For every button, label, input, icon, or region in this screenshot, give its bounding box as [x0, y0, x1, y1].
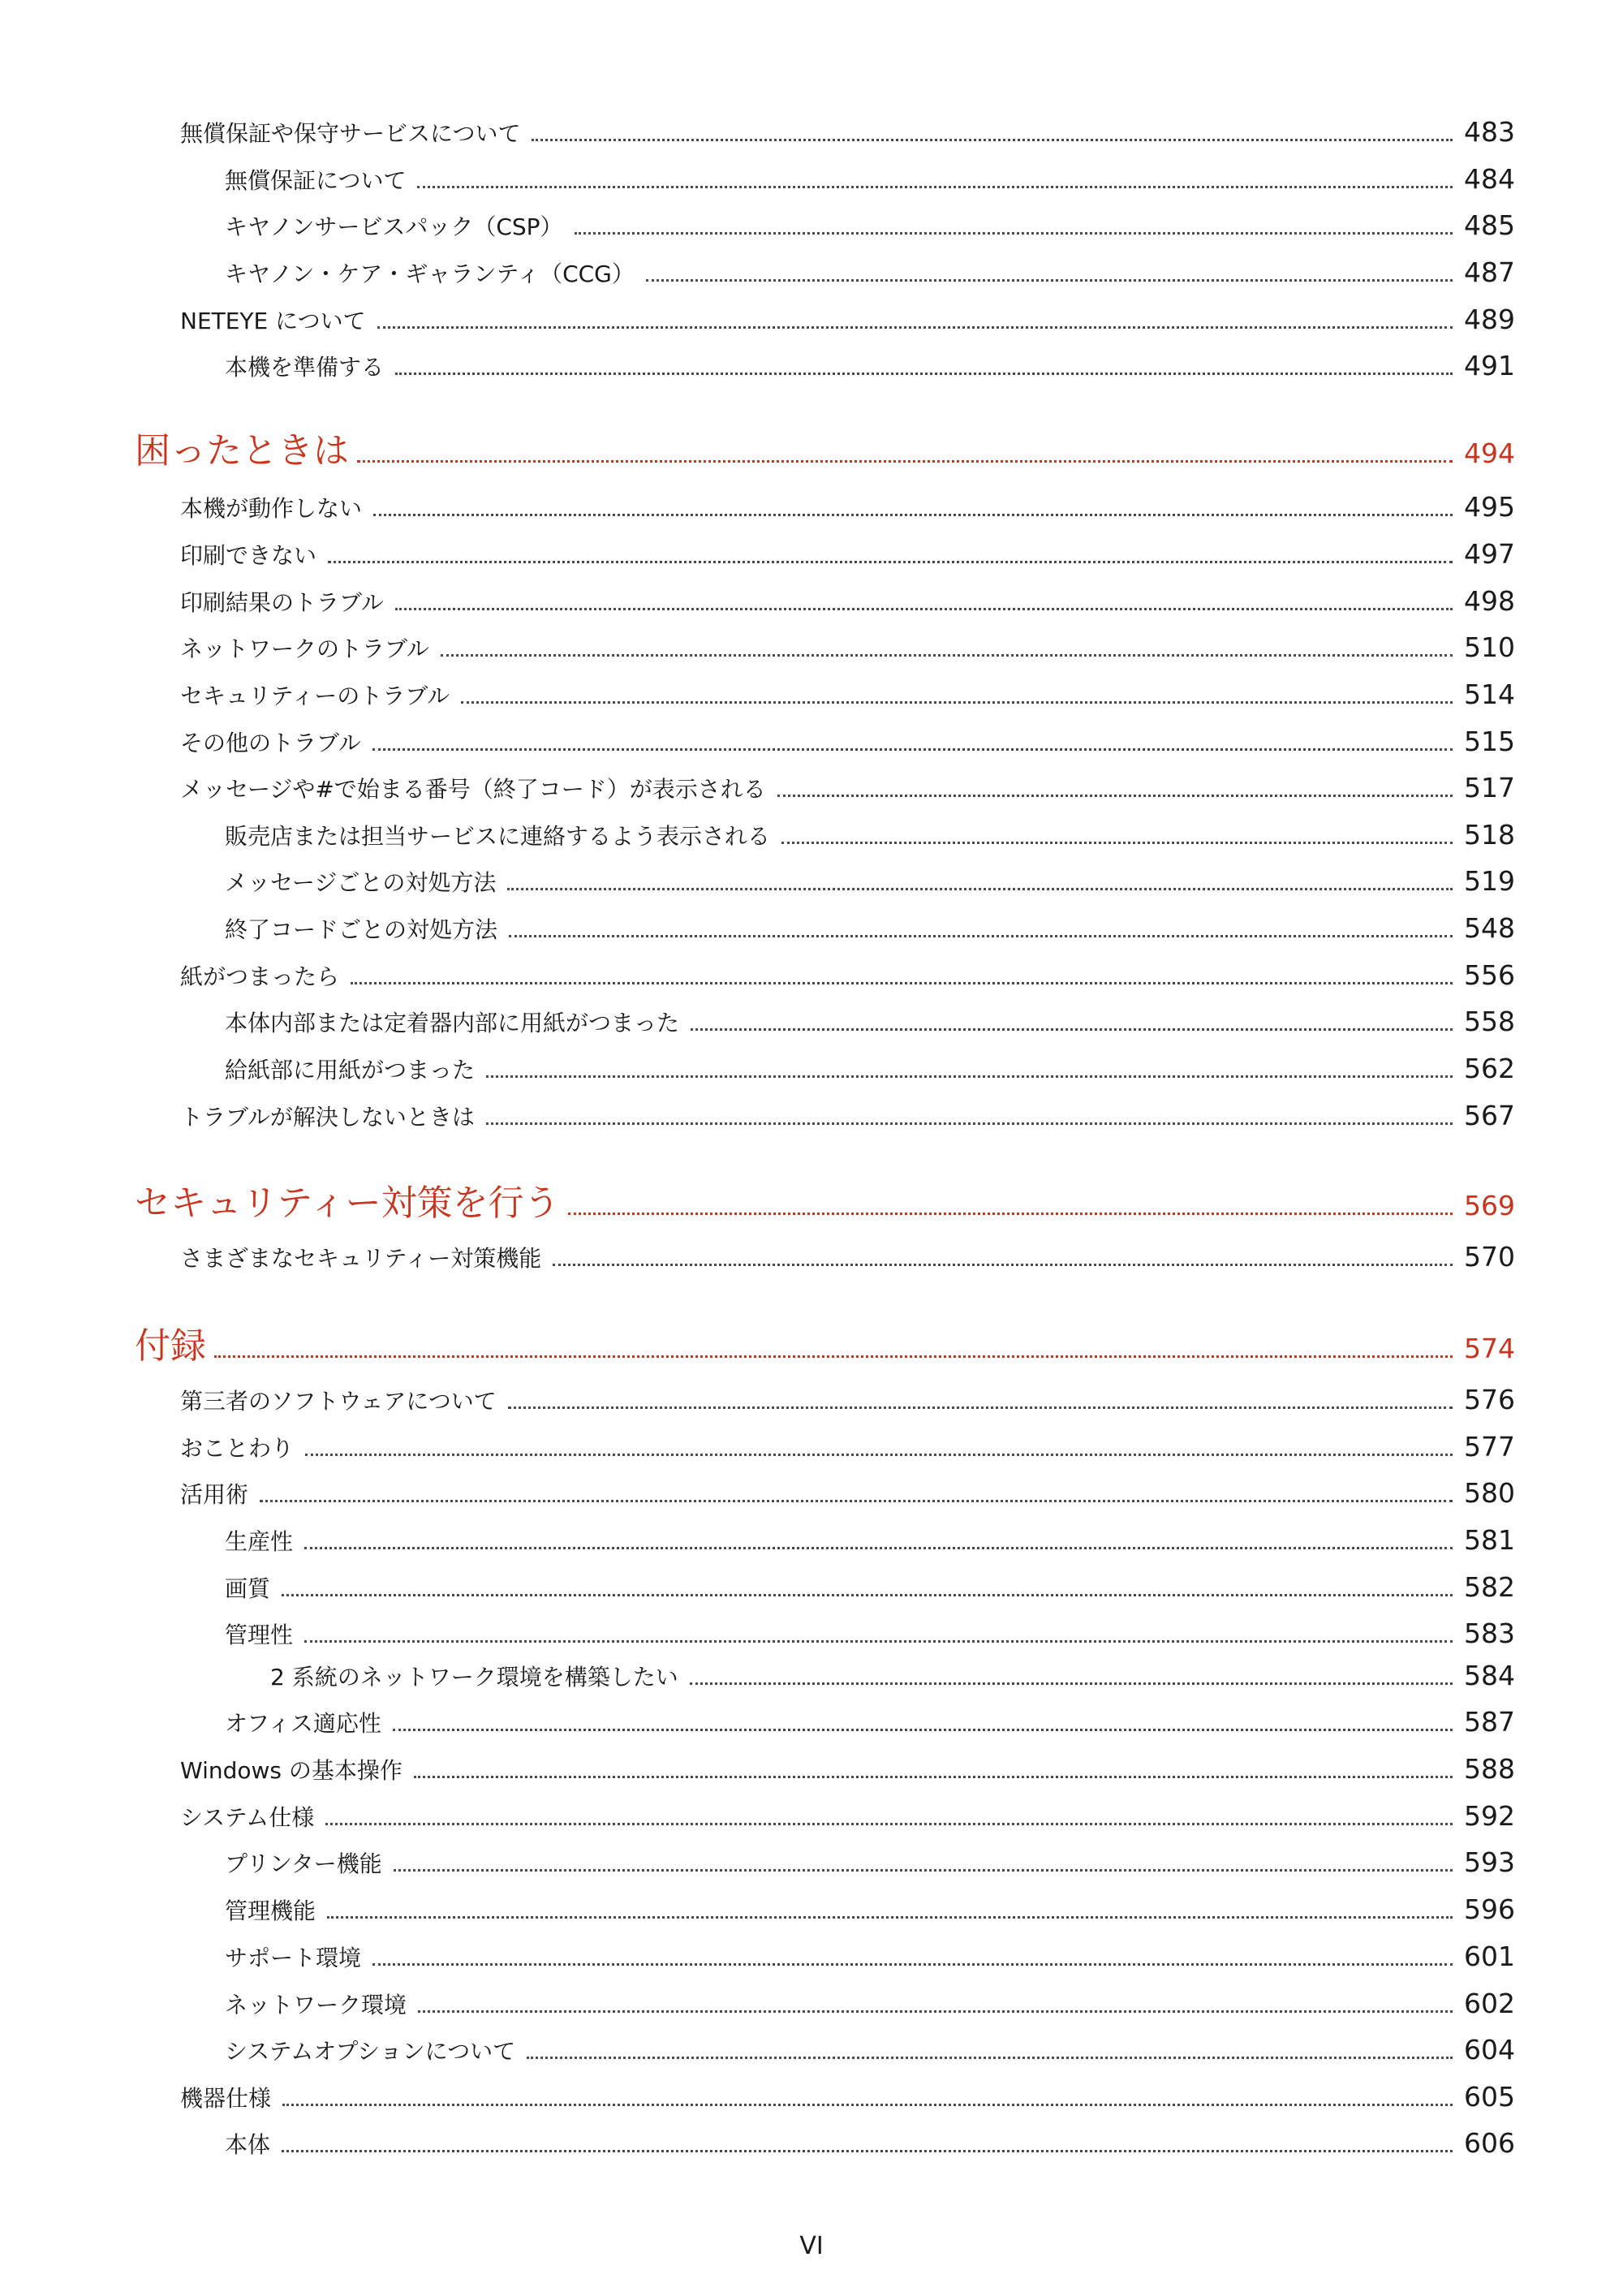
toc-entry[interactable] [225, 819, 1515, 851]
toc-entry-title: 画質 [225, 1575, 271, 1602]
toc-page-number: 582 [1464, 1571, 1515, 1603]
toc-entry-title: サポート環境 [225, 1945, 362, 1971]
toc-entry-title: 第三者のソフトウェアについて [180, 1388, 497, 1415]
dot-leader [214, 1355, 1453, 1358]
toc-entry[interactable] [225, 1053, 1515, 1085]
toc-entry[interactable] [180, 1241, 1515, 1273]
toc-page-number: 548 [1464, 912, 1515, 944]
toc-page-number: 569 [1464, 1190, 1515, 1221]
dot-leader [282, 2150, 1453, 2152]
toc-page-number: 514 [1464, 678, 1515, 710]
dot-leader [282, 1594, 1453, 1596]
toc-entry-title: メッセージごとの対処方法 [225, 869, 497, 896]
toc-page-number: 593 [1464, 1846, 1515, 1878]
toc-entry[interactable] [180, 585, 1515, 618]
toc-entry-title: 管理機能 [225, 1898, 316, 1924]
dot-leader [568, 1213, 1453, 1215]
dot-leader [394, 1869, 1453, 1872]
toc-entry[interactable] [180, 1100, 1515, 1132]
toc-entry[interactable] [225, 163, 1515, 196]
toc-entry[interactable] [180, 678, 1515, 711]
toc-entry-title: 困ったときは [135, 430, 349, 472]
toc-chapter-heading[interactable] [135, 1174, 1515, 1226]
dot-leader [327, 1916, 1453, 1919]
toc-page-number: 484 [1464, 163, 1515, 195]
toc-chapter-heading[interactable] [135, 1316, 1515, 1368]
toc-entry-title: キヤノンサービスパック（CSP） [225, 213, 563, 240]
dot-leader [260, 1500, 1453, 1502]
toc-page-number: 583 [1464, 1618, 1515, 1649]
toc-entry-title: セキュリティー対策を行う [135, 1182, 560, 1224]
toc-page-number: 510 [1464, 631, 1515, 663]
dot-leader [553, 1264, 1453, 1266]
toc-entry-title: 付録 [135, 1325, 206, 1367]
toc-entry-title: 生産性 [225, 1528, 294, 1555]
toc-page-number: 491 [1464, 350, 1515, 381]
toc-entry-title: 本体内部または定着器内部に用紙がつまった [225, 1010, 680, 1036]
toc-entry[interactable] [225, 1006, 1515, 1038]
dot-leader [372, 748, 1453, 751]
dot-leader [507, 888, 1453, 890]
dot-leader [325, 1823, 1453, 1825]
toc-entry-title: システムオプションについて [225, 2038, 516, 2065]
dot-leader [646, 279, 1453, 282]
toc-entry-title: 機器仕様 [180, 2085, 272, 2112]
dot-leader [777, 795, 1453, 797]
toc-page-number: 605 [1464, 2081, 1515, 2113]
toc-page-number: 601 [1464, 1941, 1515, 1972]
toc-entry[interactable] [180, 726, 1515, 758]
toc-entry[interactable] [225, 2127, 1515, 2160]
toc-page-number: 602 [1464, 1988, 1515, 2019]
dot-leader [282, 2104, 1453, 2106]
toc-page-number: 584 [1464, 1660, 1515, 1691]
toc-entry-title: 販売店または担当サービスに連絡するよう表示される [225, 823, 771, 850]
dot-leader [395, 373, 1453, 375]
toc-entry[interactable] [180, 772, 1515, 804]
toc-entry[interactable] [270, 1660, 1515, 1692]
dot-leader [377, 326, 1453, 329]
dot-leader [373, 514, 1453, 516]
dot-leader [690, 1682, 1453, 1685]
toc-entry[interactable] [225, 1846, 1515, 1879]
toc-entry[interactable] [180, 631, 1515, 664]
toc-entry-title: その他のトラブル [180, 730, 361, 756]
dot-leader [351, 982, 1453, 984]
toc-entry[interactable] [180, 1800, 1515, 1833]
toc-page-number: 489 [1464, 304, 1515, 335]
dot-leader [357, 460, 1453, 463]
toc-page-number: 494 [1464, 437, 1515, 469]
dot-leader [508, 1406, 1453, 1409]
toc-page-number: 596 [1464, 1893, 1515, 1925]
toc-page-number: 606 [1464, 2127, 1515, 2159]
toc-entry[interactable] [180, 304, 1515, 336]
toc-entry[interactable] [225, 1524, 1515, 1557]
toc-entry-title: 無償保証について [225, 167, 407, 194]
toc-entry-title: 印刷結果のトラブル [180, 589, 384, 616]
toc-entry[interactable] [225, 1571, 1515, 1604]
page-number-footer: VI [799, 2232, 824, 2260]
toc-page-number: 517 [1464, 772, 1515, 803]
toc-page-number: 483 [1464, 116, 1515, 148]
toc-page-number: 604 [1464, 2034, 1515, 2066]
toc-entry[interactable] [180, 1753, 1515, 1786]
dot-leader [304, 1547, 1453, 1549]
dot-leader [509, 935, 1453, 937]
toc-entry-title: トラブルが解決しないときは [180, 1104, 475, 1131]
toc-entry[interactable] [225, 350, 1515, 382]
dot-leader [393, 1729, 1453, 1731]
toc-page-number: 556 [1464, 959, 1515, 991]
toc-page-number: 518 [1464, 819, 1515, 851]
toc-entry[interactable] [180, 959, 1515, 992]
toc-page-number: 580 [1464, 1477, 1515, 1509]
toc-chapter-heading[interactable] [135, 421, 1515, 473]
toc-entry[interactable] [225, 209, 1515, 242]
toc-entry[interactable] [225, 1941, 1515, 1973]
toc-page-number: 498 [1464, 585, 1515, 617]
toc-entry[interactable] [180, 538, 1515, 571]
toc-entry[interactable] [225, 1988, 1515, 2020]
dot-leader [414, 1776, 1453, 1778]
toc-page-number: 574 [1464, 1333, 1515, 1364]
toc-entry[interactable] [225, 1706, 1515, 1738]
toc-page-number: 567 [1464, 1100, 1515, 1131]
toc-entry-title: 本体 [225, 2131, 271, 2158]
toc-page-number: 495 [1464, 491, 1515, 523]
toc-page-number: 497 [1464, 538, 1515, 570]
dot-leader [461, 701, 1453, 704]
toc-entry-title: ネットワークのトラブル [180, 635, 429, 662]
toc-entry-title: Windows の基本操作 [180, 1757, 403, 1784]
toc-entry-title: システム仕様 [180, 1804, 315, 1831]
toc-page-number: 587 [1464, 1706, 1515, 1738]
dot-leader [418, 2010, 1453, 2013]
toc-entry-title: プリンター機能 [225, 1850, 382, 1877]
toc-entry[interactable] [180, 1384, 1515, 1416]
toc-entry-title: 給紙部に用紙がつまった [225, 1057, 476, 1083]
toc-entry-title: さまざまなセキュリティー対策機能 [180, 1245, 542, 1272]
toc-entry-title: 本機を準備する [225, 354, 385, 381]
dot-leader [532, 139, 1453, 141]
toc-entry[interactable] [225, 1893, 1515, 1926]
dot-leader [575, 232, 1453, 235]
toc-entry[interactable] [225, 2034, 1515, 2066]
toc-page-number: 577 [1464, 1431, 1515, 1462]
toc-entry-title: 終了コードごとの対処方法 [225, 916, 498, 943]
toc-entry-title: 印刷できない [180, 542, 317, 569]
toc-entry[interactable] [180, 116, 1515, 149]
toc-entry-title: 活用術 [180, 1481, 249, 1508]
toc-page-number: 576 [1464, 1384, 1515, 1415]
dot-leader [417, 186, 1453, 188]
toc-entry[interactable] [225, 1618, 1515, 1650]
toc-entry-title: NETEYE について [180, 308, 366, 334]
dot-leader [304, 1640, 1453, 1643]
toc-entry-title: オフィス適応性 [225, 1710, 381, 1737]
toc-entry-title: 紙がつまったら [180, 963, 340, 990]
toc-entry-title: 2 系統のネットワーク環境を構築したい [270, 1664, 678, 1691]
toc-entry-title: ネットワーク環境 [225, 1992, 407, 2018]
dot-leader [781, 842, 1453, 844]
dot-leader [441, 654, 1453, 657]
toc-entry-title: 無償保証や保守サービスについて [180, 120, 521, 147]
toc-page-number: 562 [1464, 1053, 1515, 1084]
dot-leader [372, 1963, 1453, 1966]
dot-leader [691, 1028, 1453, 1031]
toc-entry-title: 本機が動作しない [180, 495, 363, 522]
toc-entry[interactable] [225, 912, 1515, 945]
toc-entry[interactable] [180, 1431, 1515, 1463]
toc-entry-title: メッセージや#で始まる番号（終了コード）が表示される [180, 776, 766, 803]
dot-leader [395, 608, 1453, 610]
toc-entry-title: おことわり [180, 1435, 295, 1462]
dot-leader [486, 1122, 1453, 1125]
dot-leader [486, 1075, 1453, 1078]
toc-entry-title: 管理性 [225, 1622, 294, 1648]
toc-entry[interactable] [225, 256, 1515, 289]
toc-entry[interactable] [180, 2081, 1515, 2113]
toc-entry[interactable] [225, 865, 1515, 898]
toc-entry[interactable] [180, 1477, 1515, 1510]
toc-entry-title: セキュリティーのトラブル [180, 683, 450, 709]
toc-page-number: 581 [1464, 1524, 1515, 1556]
toc-page-number: 558 [1464, 1006, 1515, 1037]
toc-page-number: 592 [1464, 1800, 1515, 1832]
toc-entry-title: キヤノン・ケア・ギャランティ（CCG） [225, 261, 635, 287]
toc-page-number: 515 [1464, 726, 1515, 757]
toc-page-number: 487 [1464, 256, 1515, 288]
toc-page-number: 485 [1464, 209, 1515, 241]
dot-leader [527, 2057, 1453, 2059]
toc-page-number: 570 [1464, 1241, 1515, 1273]
toc-page-number: 519 [1464, 865, 1515, 897]
toc-entry[interactable] [180, 491, 1515, 523]
dot-leader [328, 561, 1453, 563]
toc-page-number: 588 [1464, 1753, 1515, 1785]
dot-leader [305, 1454, 1453, 1456]
